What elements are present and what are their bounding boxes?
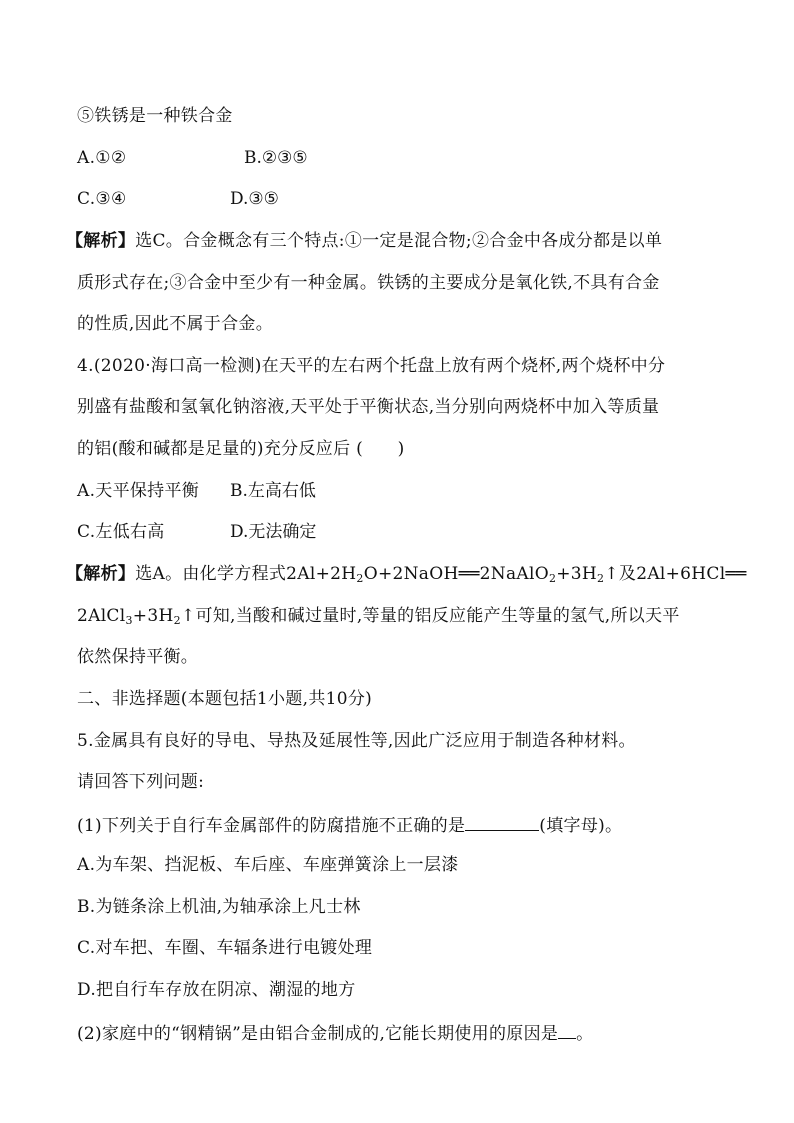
- q5-sub1-option-d: D.把自行车存放在阴凉、潮湿的地方: [77, 980, 356, 1000]
- answer-blank[interactable]: [465, 812, 539, 831]
- q5-sub2-text: (2)家庭中的“钢精锅”是由铝合金制成的,它能长期使用的原因是: [77, 1024, 559, 1044]
- analysis-tag: 【解析】: [66, 564, 136, 584]
- q5-sub1-tail: (填字母)。: [539, 816, 623, 836]
- q4-option-d: D.无法确定: [230, 522, 317, 542]
- q5-sub2-tail: 。: [576, 1024, 594, 1044]
- q3-option-d: D.③⑤: [230, 189, 279, 209]
- q4-analysis-line1: [66, 562, 747, 586]
- q5-prompt: 请回答下列问题:: [77, 772, 205, 792]
- q4-stem-line2: 别盛有盐酸和氢氧化钠溶液,天平处于平衡状态,当分别向两烧杯中加入等质量: [77, 397, 660, 417]
- equation-part: O+2NaOH══2NaAlO: [363, 564, 549, 584]
- section-heading: 二、非选择题(本题包括1小题,共10分): [77, 689, 373, 709]
- q5-sub1-option-a: A.为车架、挡泥板、车后座、车座弹簧涂上一层漆: [77, 855, 459, 875]
- subscript: 2: [548, 572, 557, 585]
- q4-analysis-line2: [77, 604, 680, 628]
- q5-sub1-stem: [77, 812, 622, 838]
- q5-sub1-option-c: C.对车把、车圈、车辐条进行电镀处理: [77, 938, 373, 958]
- q3-item5: ⑤铁锈是一种铁合金: [77, 106, 233, 126]
- q3-analysis-line2: 质形式存在;③合金中至少有一种金属。铁锈的主要成分是氧化铁,不具有合金: [77, 273, 660, 293]
- q5-sub2-stem: [77, 1020, 593, 1046]
- q4-stem-line3: 的铝(酸和碱都是足量的)充分反应后 ( ): [77, 439, 405, 459]
- equation-part: ↑可知,当酸和碱过量时,等量的铝反应能产生等量的氢气,所以天平: [180, 606, 680, 626]
- q3-option-a: A.①②: [77, 148, 127, 168]
- q3-option-b: B.②③⑤: [244, 148, 308, 168]
- equation-part: +3H: [132, 606, 174, 626]
- equation-part: ↑及2Al+6HCl══: [604, 564, 747, 584]
- equation-part: +3H: [556, 564, 598, 584]
- q4-stem-line1: 4.(2020·海口高一检测)在天平的左右两个托盘上放有两个烧杯,两个烧杯中分: [77, 356, 666, 376]
- q3-analysis-line3: 的性质,因此不属于合金。: [77, 314, 274, 334]
- analysis-tag: 【解析】: [66, 231, 136, 251]
- subscript: 3: [125, 614, 133, 627]
- answer-blank[interactable]: [558, 1020, 576, 1039]
- q3-option-c: C.③④: [77, 189, 127, 209]
- q5-sub1-text: (1)下列关于自行车金属部件的防腐措施不正确的是: [77, 816, 466, 836]
- subscript: 2: [356, 572, 364, 585]
- q4-option-a: A.天平保持平衡: [77, 481, 200, 501]
- q3-analysis-text1: 选C。合金概念有三个特点:①一定是混合物;②合金中各成分都是以单: [135, 231, 663, 251]
- q4-option-b: B.左高右低: [230, 481, 316, 501]
- q3-analysis-line1: [66, 229, 662, 253]
- q5-intro: 5.金属具有良好的导电、导热及延展性等,因此广泛应用于制造各种材料。: [77, 731, 636, 751]
- subscript: 2: [597, 572, 605, 585]
- equation-part: 选A。由化学方程式2Al+2H: [135, 564, 357, 584]
- q4-analysis-line3: 依然保持平衡。: [77, 647, 199, 667]
- q4-option-c: C.左低右高: [77, 522, 165, 542]
- subscript: 2: [173, 614, 181, 627]
- q5-sub1-option-b: B.为链条涂上机油,为轴承涂上凡士林: [77, 897, 361, 917]
- equation-part: 2AlCl: [77, 606, 126, 626]
